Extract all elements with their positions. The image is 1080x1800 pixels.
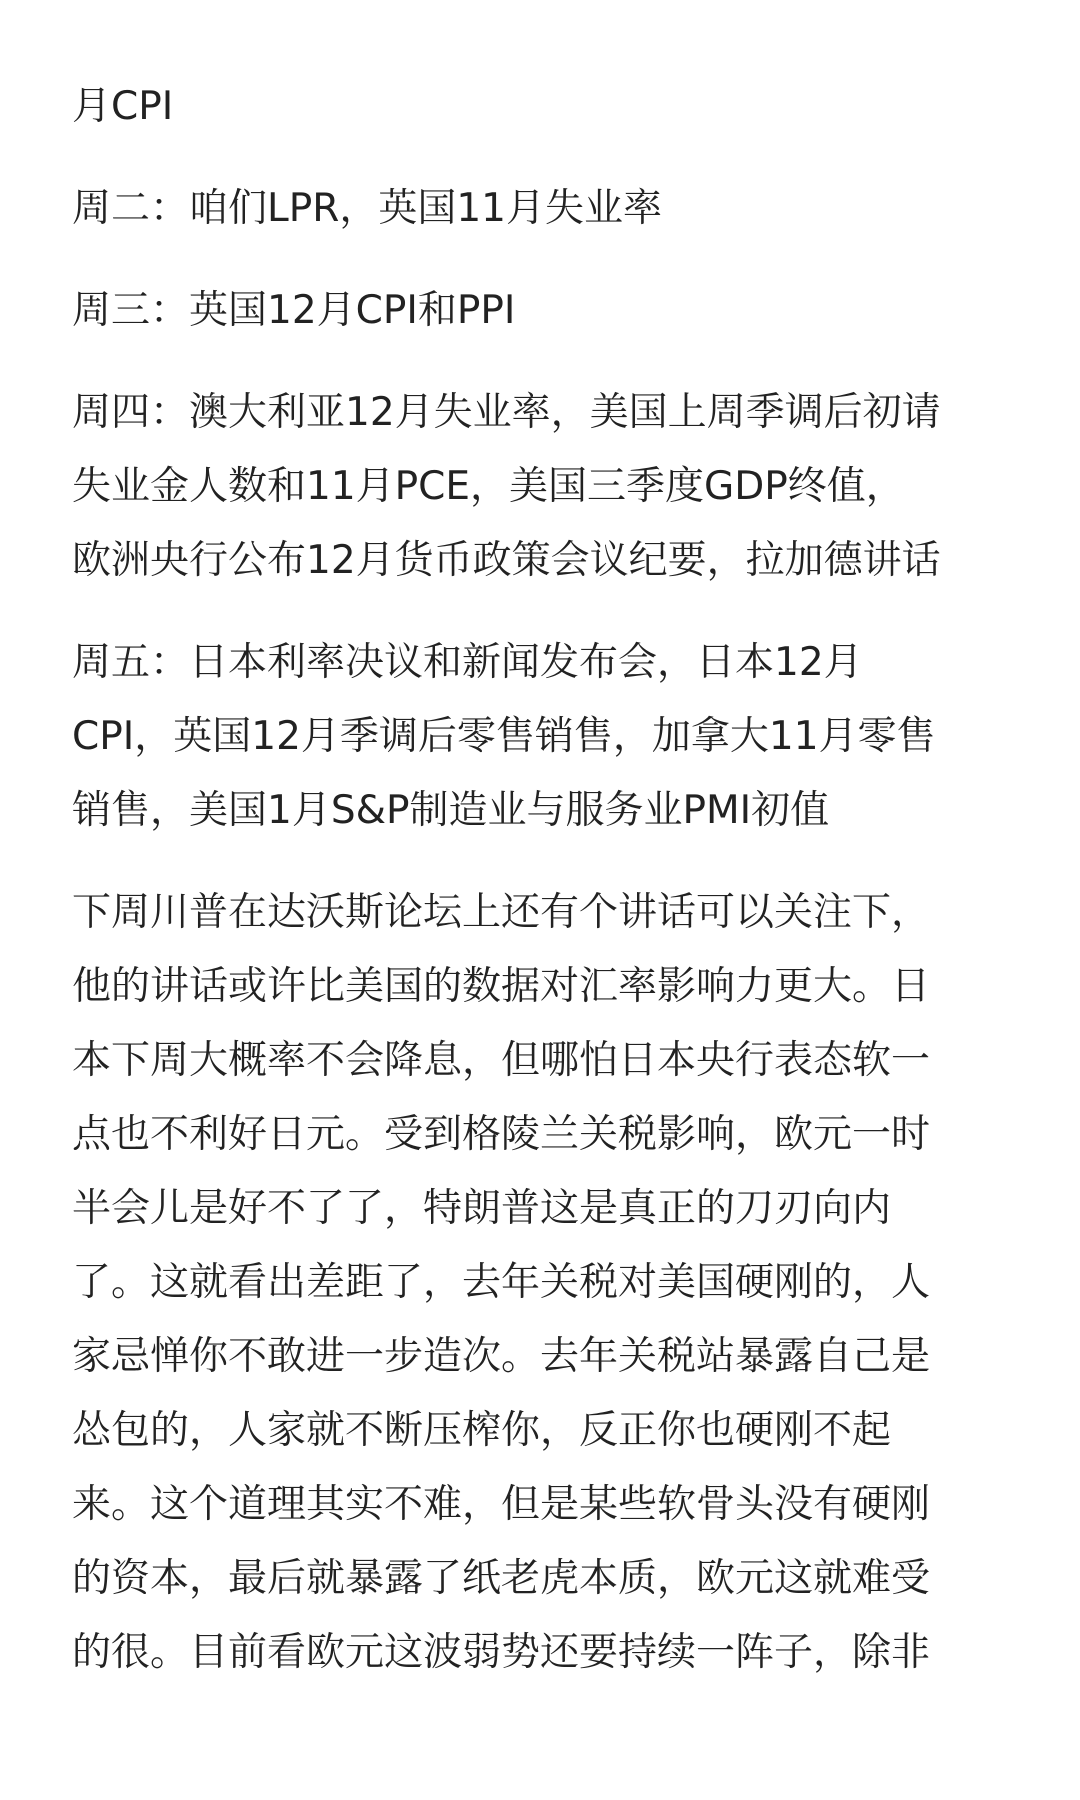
- paragraph-friday: 周五：日本利率决议和新闻发布会，日本12月 CPI，英国12月季调后零售销售，加拿大11月零售 销售，美国1月S&P制造业与服务业PMI初值: [72, 640, 936, 833]
- paragraph-commentary: 下周川普在达沃斯论坛上还有个讲话可以关注下， 他的讲话或许比美国的数据对汇率影响力更大。日 本下周大概率不会降息，但哪怕日本央行表态软一 点也不利好日元。受到格陵兰关税影响，欧元一时 半会儿是好不了了，特朗普这是真正的刀刃向内 了。这就看出差距了，去年关税对美国硬刚的，人 家忌惮你不敢进一步造次。去年关税站暴露自己是 怂包的，人家就不断压榨你，反正你也硬刚不起 来。这个道理其实不难，但是某些软骨头没有硬刚 的资本，最后就暴露了纸老虎本质，欧元这就难受 的很。目前看欧元这波弱势还要持续一阵子，除非: [72, 890, 931, 1675]
- paragraph-wednesday: 周三：英国12月CPI和PPI: [72, 288, 516, 333]
- paragraph-tuesday: 周二：咱们LPR，英国11月失业率: [72, 186, 662, 231]
- paragraph-cpi-tail: 月CPI: [72, 84, 174, 129]
- paragraph-thursday: 周四：澳大利亚12月失业率，美国上周季调后初请 失业金人数和11月PCE，美国三季度GDP终值， 欧洲央行公布12月货币政策会议纪要，拉加德讲话: [72, 390, 941, 583]
- article-body: [72, 70, 1012, 1690]
